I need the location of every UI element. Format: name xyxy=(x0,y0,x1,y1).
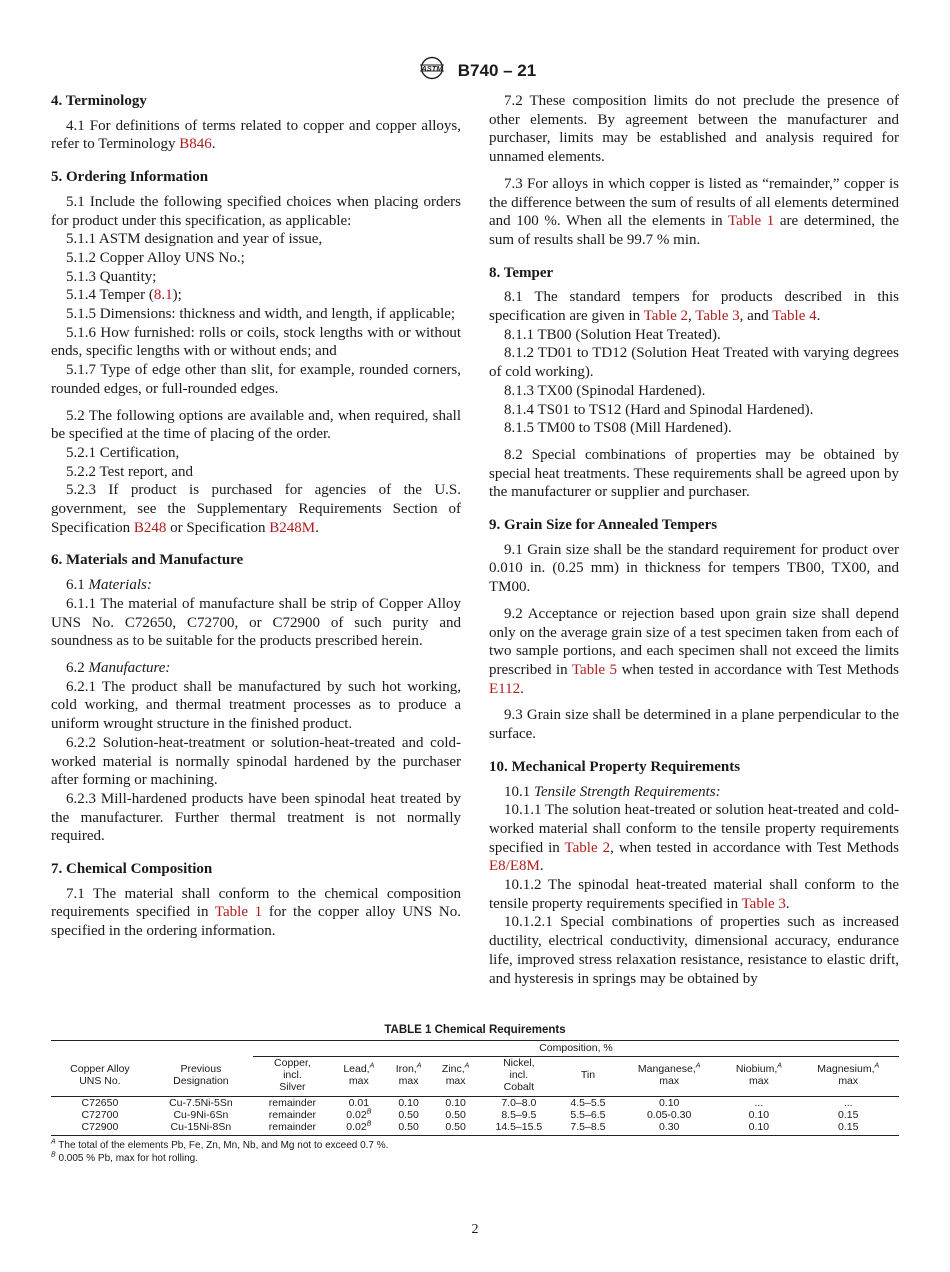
paragraph: 5.1.4 Temper (8.1); xyxy=(66,287,182,304)
paragraph: 5.1.2 Copper Alloy UNS No.; xyxy=(66,249,245,266)
paragraph: 10.1.1 The solution heat-treated or solution heat-treated and cold-worked material shall conform to the tensile property requirements specified in Table 2, when tested in accordance with Test Methods E8/E8M. xyxy=(489,802,900,875)
paragraph: 10.1 Tensile Strength Requirements: xyxy=(504,783,721,800)
paragraph: 9.1 Grain size shall be the standard requirement for product over 0.010 in. (0.25 mm) in thickness for tempers TB00, TX00, and TM00. xyxy=(489,541,899,596)
section-7-cont xyxy=(489,92,899,250)
chemical-requirements-table xyxy=(51,1040,899,1136)
table-footnotes xyxy=(51,1139,899,1165)
paragraph: 7.3 For alloys in which copper is listed as “remainder,” copper is the difference between the sum of results of all elements determined and 100 %. When all the elements in Table 1 are determined, the sum of results shall be 99.7 % min. xyxy=(489,175,899,248)
document-designation: B740 – 21 xyxy=(457,60,537,80)
ref-link-table-1[interactable]: Table 1 xyxy=(214,904,263,921)
section-title: 8. Temper xyxy=(489,264,554,281)
paragraph: 9.2 Acceptance or rejection based upon grain size shall depend only on the average grain size of a test specimen taken from each of two sample portions, and each specimen shall not exceed the limits prescribed in Table 5 when tested in accordance with Test Methods E112. xyxy=(489,605,899,697)
paragraph: 5.1.6 How furnished: rolls or coils, stock lengths with or without ends, specific lengths with or without ends; and xyxy=(51,324,461,360)
col-header-copper: Copper, incl. Silver xyxy=(253,1057,332,1097)
ref-link-table-2[interactable]: Table 2 xyxy=(643,308,689,325)
paragraph: 8.1.1 TB00 (Solution Heat Treated). xyxy=(504,326,721,343)
col-header-niobium: Niobium,$^A$ max xyxy=(720,1057,797,1097)
paragraph: 10.1.2 The spinodal heat-treated material shall conform to the tensile property requirements specified in Table 3. xyxy=(489,877,899,912)
composition-header: Composition, % xyxy=(253,1041,899,1057)
section-6 xyxy=(51,551,461,846)
paragraph: 10.1.2.1 Special combinations of properties such as increased ductility, electrical conductivity, dimensional accuracy, endurance life, improved stress relaxation resistance, resistance to elastic drift, and hysteresis in springs may be obtained by xyxy=(489,914,899,987)
ref-link-b248[interactable]: B248 xyxy=(133,519,167,536)
page-number: 2 xyxy=(471,1222,479,1237)
section-8 xyxy=(489,264,899,502)
paragraph: 8.1.3 TX00 (Spinodal Hardened). xyxy=(504,382,706,399)
section-title: 7. Chemical Composition xyxy=(51,861,213,878)
col-header-manganese: Manganese,$^A$ max xyxy=(618,1057,720,1097)
paragraph: 5.2.3 If product is purchased for agencies of the U.S. government, see the Supplementary Requirements Section of Specification B248 or Specification B248M. xyxy=(51,482,461,536)
section-title: 9. Grain Size for Annealed Tempers xyxy=(489,517,718,534)
right-column xyxy=(489,92,899,1002)
col-header-magnesium: Magnesium,$^A$ max xyxy=(797,1057,899,1097)
section-title: 4. Terminology xyxy=(51,93,147,109)
paragraph: 6.2.3 Mill-hardened products have been spinodal heat treated by the manufacturer. Further thermal treatment is not normally required. xyxy=(51,790,461,845)
col-header-previous: Previous Designation xyxy=(149,1057,253,1097)
footnote-a: $^A$ The total of the elements Pb, Fe, Zn, Mn, Nb, and Mg not to exceed 0.7 %. xyxy=(51,1138,389,1151)
ref-link-table-2[interactable]: Table 2 xyxy=(564,839,611,856)
astm-logo-icon xyxy=(414,56,450,85)
paragraph: 7.2 These composition limits do not preclude the presence of other elements. By agreement between the manufacturer and purchaser, limits may be established and analysis required for unnamed elements. xyxy=(489,93,899,166)
table-1 xyxy=(51,1024,899,1165)
ref-link-table-3[interactable]: Table 3 xyxy=(741,895,786,912)
section-title: 6. Materials and Manufacture xyxy=(51,552,244,569)
paragraph: 6.1.1 The material of manufacture shall be strip of Copper Alloy UNS No. C72650, C72700, or C72900 of such purity and soundness as to be suitable for the products prescribed herein. xyxy=(51,595,461,650)
svg-text:ASTM: ASTM xyxy=(421,63,443,73)
paragraph: 6.1 Materials: xyxy=(66,577,152,594)
col-header-uns: Copper Alloy UNS No. xyxy=(51,1057,149,1097)
section-4 xyxy=(51,92,461,154)
ref-link-e112[interactable]: E112 xyxy=(489,680,521,697)
paragraph: 5.2.1 Certification, xyxy=(66,444,180,461)
ref-link-e8-e8m[interactable]: E8/E8M xyxy=(489,858,540,875)
col-header-zinc: Zinc,$^A$ max xyxy=(431,1057,479,1097)
paragraph: 8.1.4 TS01 to TS12 (Hard and Spinodal Hardened). xyxy=(504,401,814,418)
col-header-iron: Iron,$^A$ max xyxy=(386,1057,432,1097)
paragraph: 7.1 The material shall conform to the chemical composition requirements specified in Table 1 for the copper alloy UNS No. specified in the ordering information. xyxy=(51,885,461,940)
section-9 xyxy=(489,516,899,744)
paragraph: 8.2 Special combinations of properties may be obtained by special heat treatments. These requirements shall be agreed upon by the manufacturer or supplier and purchaser. xyxy=(489,446,899,501)
paragraph: 5.1.3 Quantity; xyxy=(66,268,157,285)
paragraph: 6.2.1 The product shall be manufactured by such hot working, cold working, and thermal treatment processes as to produce a uniform wrought structure in the finished product. xyxy=(51,678,461,733)
ref-link-table-3[interactable]: Table 3 xyxy=(695,308,740,325)
page-header xyxy=(0,56,950,85)
ref-link-table-5[interactable]: Table 5 xyxy=(571,661,618,678)
col-header-nickel: Nickel, incl. Cobalt xyxy=(480,1057,558,1097)
ref-link-table-1[interactable]: Table 1 xyxy=(728,213,775,230)
col-header-lead: Lead,$^A$ max xyxy=(332,1057,386,1097)
paragraph: 5.1.7 Type of edge other than slit, for example, rounded corners, rounded edges, or full-rounded edges. xyxy=(51,362,461,397)
ref-link-b846[interactable]: B846 xyxy=(179,136,212,153)
paragraph: 9.3 Grain size shall be determined in a plane perpendicular to the surface. xyxy=(489,707,899,743)
paragraph: 5.2.2 Test report, and xyxy=(66,463,193,480)
ref-link-table-4[interactable]: Table 4 xyxy=(772,308,817,325)
section-5 xyxy=(51,168,461,537)
paragraph: 8.1 The standard tempers for products described in this specification are given in Table 2, Table 3, and Table 4. xyxy=(489,289,899,325)
paragraph: 6.2.2 Solution-heat-treatment or solution-heat-treated and cold-worked material is normally spinodal hardened by the purchaser after forming or machining. xyxy=(51,734,461,789)
table-row: C72700 Cu-9Ni-6Sn remainder $0.02^B$ 0.50 0.50 8.5–9.5 5.5–6.5 0.05-0.30 0.10 0.15 xyxy=(81,1108,859,1121)
section-10 xyxy=(489,758,899,988)
paragraph: 5.1.5 Dimensions: thickness and width, and length, if applicable; xyxy=(66,306,456,323)
paragraph: 5.2 The following options are available and, when required, shall be specified at the time of placing of the order. xyxy=(51,407,461,443)
section-title: 5. Ordering Information xyxy=(51,169,209,186)
paragraph: 4.1 For definitions of terms related to copper and copper alloys, refer to Terminology B846. xyxy=(51,117,461,153)
ref-link-b248m[interactable]: B248M xyxy=(269,519,316,536)
table-title: TABLE 1 Chemical Requirements xyxy=(384,1024,566,1036)
paragraph: 8.1.5 TM00 to TS08 (Mill Hardened). xyxy=(504,420,732,437)
table-row: C72650 Cu-7.5Ni-5Sn remainder 0.01 0.10 0.10 7.0–8.0 4.5–5.5 0.10 ... ... xyxy=(81,1097,853,1109)
table-row: C72900 Cu-15Ni-8Sn remainder $0.02^B$ 0.50 0.50 14.5–15.5 7.5–8.5 0.30 0.10 0.15 xyxy=(51,1121,899,1136)
footnote-b: $^B$ 0.005 % Pb, max for hot rolling. xyxy=(51,1151,198,1164)
paragraph: 5.1 Include the following specified choices when placing orders for product under this specification, as applicable: xyxy=(51,193,461,229)
paragraph: 5.1.1 ASTM designation and year of issue, xyxy=(66,231,323,248)
ref-link-8-1[interactable]: 8.1 xyxy=(153,287,173,304)
section-title: 10. Mechanical Property Requirements xyxy=(489,758,741,775)
col-header-tin: Tin xyxy=(558,1057,618,1097)
section-7 xyxy=(51,860,461,941)
paragraph: 8.1.2 TD01 to TD12 (Solution Heat Treated with varying degrees of cold working). xyxy=(489,345,899,381)
paragraph: 6.2 Manufacture: xyxy=(66,659,171,676)
left-column xyxy=(51,92,461,955)
